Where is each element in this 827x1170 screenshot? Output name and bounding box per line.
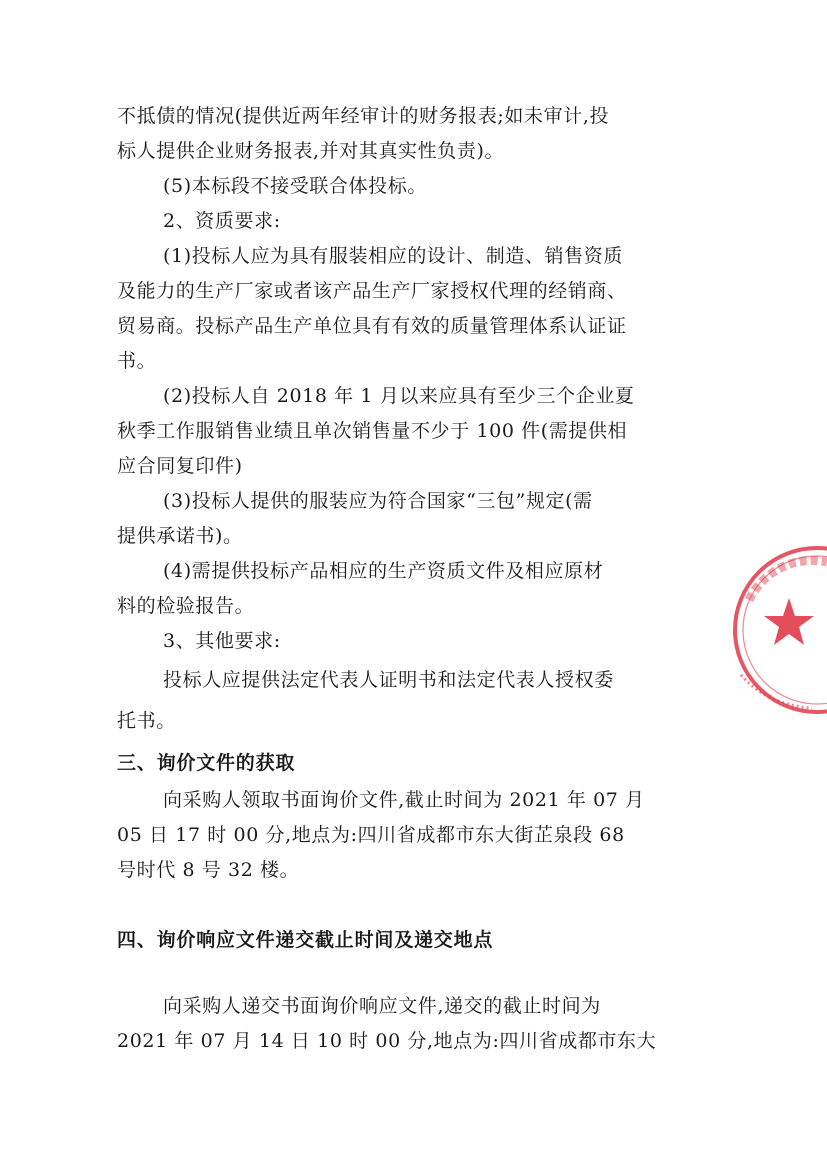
paragraph-line: 2021 年 07 月 14 日 10 时 00 分,地点为:四川省成都市东大 [117,1030,657,1052]
paragraph-line: (4)需提供投标产品相应的生产资质文件及相应原材 [163,560,604,582]
paragraph-line: (5)本标段不接受联合体投标。 [163,175,427,197]
seal-stamp-icon [727,540,827,740]
paragraph-line: (3)投标人提供的服装应为符合国家“三包”规定(需 [163,490,593,512]
section-heading: 三、询价文件的获取 [117,752,296,774]
paragraph-line: 及能力的生产厂家或者该产品生产厂家授权代理的经销商、 [117,280,627,302]
paragraph-line: 托书。 [117,710,176,732]
paragraph-line: 应合同复印件) [117,455,243,477]
company-seal [727,540,827,740]
paragraph-line: (1)投标人应为具有服装相应的设计、制造、销售资质 [163,245,623,267]
paragraph-line: 投标人应提供法定代表人证明书和法定代表人授权委 [163,669,614,691]
paragraph-line: 书。 [117,350,157,372]
paragraph-line: 料的检验报告。 [117,595,255,617]
paragraph-line: (2)投标人自 2018 年 1 月以来应具有至少三个企业夏 [163,385,635,407]
paragraph-line: 提供承诺书)。 [117,525,243,547]
paragraph-line: 秋季工作服销售业绩且单次销售量不少于 100 件(需提供相 [117,420,628,442]
paragraph-line: 标人提供企业财务报表,并对其真实性负责)。 [117,140,505,162]
paragraph-line: 不抵债的情况(提供近两年经审计的财务报表;如未审计,投 [117,105,610,127]
paragraph-line: 贸易商。投标产品生产单位具有有效的质量管理体系认证证 [117,315,627,337]
paragraph-line: 向采购人领取书面询价文件,截止时间为 2021 年 07 月 [163,789,645,811]
paragraph-line: 号时代 8 号 32 楼。 [117,859,300,881]
section-heading: 四、询价响应文件递交截止时间及递交地点 [117,929,494,951]
section-subheading: 2、资质要求: [163,210,281,232]
paragraph-line: 向采购人递交书面询价响应文件,递交的截止时间为 [163,995,601,1017]
section-subheading: 3、其他要求: [163,630,281,652]
paragraph-line: 05 日 17 时 00 分,地点为:四川省成都市东大街芷泉段 68 [117,824,625,846]
